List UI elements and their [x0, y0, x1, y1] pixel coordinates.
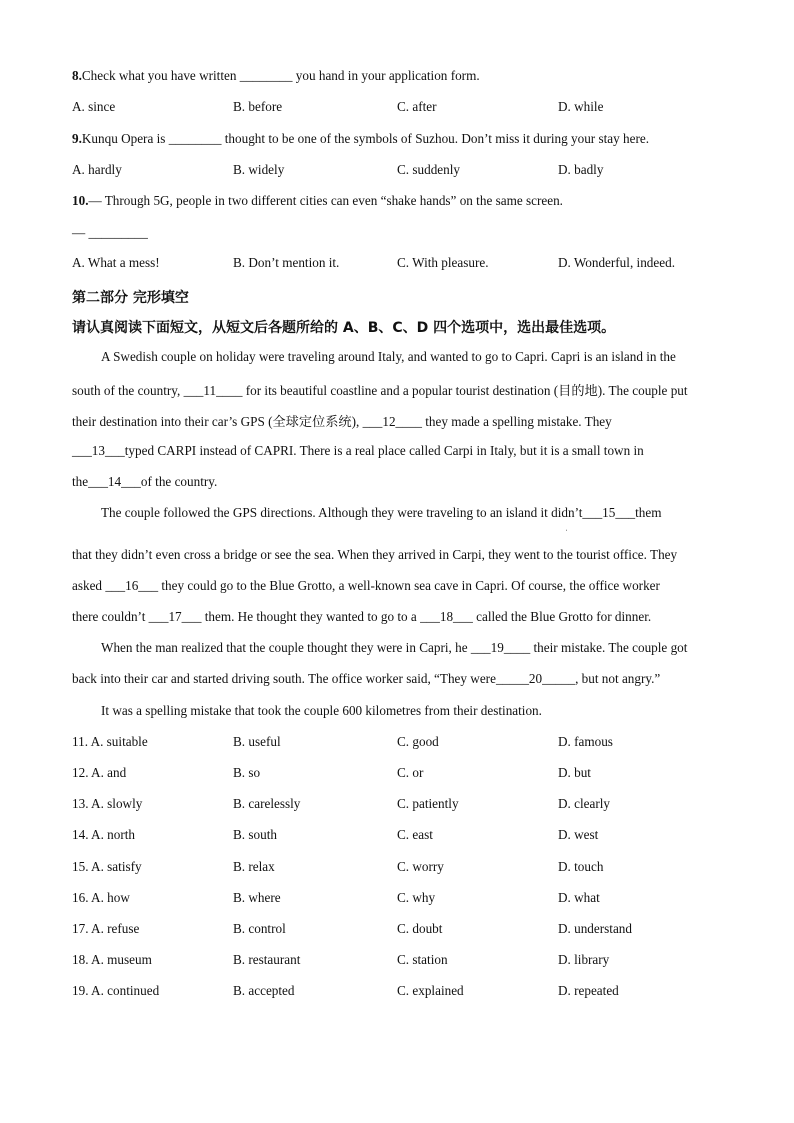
option-c[interactable]: C. station: [397, 952, 448, 967]
option-b[interactable]: B. accepted: [233, 983, 295, 998]
option-c[interactable]: C. patiently: [397, 796, 459, 811]
option-a[interactable]: 17. A. refuse: [72, 921, 140, 936]
option-d[interactable]: D. while: [558, 99, 604, 114]
option-b[interactable]: B. where: [233, 890, 281, 905]
option-a[interactable]: 19. A. continued: [72, 983, 160, 998]
passage-line: ___13___typed CARPI instead of CAPRI. There is a real place called Carpi in Italy, but it is a small town in: [72, 443, 644, 458]
cloze-blank-14: ___14___: [88, 474, 141, 489]
passage-line: south of the country, ___11____ for its beautiful coastline and a popular tourist destination (目的地). The couple put: [72, 383, 688, 398]
option-d[interactable]: D. but: [558, 765, 591, 780]
passage-line: that they didn’t even cross a bridge or see the sea. When they arrived in Carpi, they went to the tourist office. They: [72, 547, 678, 562]
option-b[interactable]: B. before: [233, 99, 283, 114]
option-a[interactable]: A. hardly: [72, 162, 122, 177]
question-number: 8.: [72, 68, 82, 83]
cloze-blank-18: ___18___: [420, 609, 473, 624]
option-c[interactable]: C. east: [397, 827, 433, 842]
option-c[interactable]: C. good: [397, 734, 439, 749]
option-d[interactable]: D. what: [558, 890, 600, 905]
option-c[interactable]: C. worry: [397, 859, 444, 874]
cloze-blank-15: ___15___: [582, 505, 636, 520]
option-c[interactable]: C. or: [397, 765, 424, 780]
option-a[interactable]: 13. A. slowly: [72, 796, 143, 811]
cloze-blank-11: ___11____: [183, 383, 243, 398]
option-b[interactable]: B. useful: [233, 734, 281, 749]
option-a[interactable]: 15. A. satisfy: [72, 859, 142, 874]
passage-line: their destination into their car’s GPS (全球定位系统), ___12____ they made a spelling mistake. They: [72, 414, 612, 429]
passage-line: A Swedish couple on holiday were traveling around Italy, and wanted to go to Capri. Capri is an island in the: [101, 349, 676, 364]
option-d[interactable]: D. understand: [558, 921, 632, 936]
question-10-reply: — _________: [72, 225, 148, 240]
option-d[interactable]: D. west: [558, 827, 599, 842]
option-a[interactable]: A. since: [72, 99, 116, 114]
cloze-blank-20: _____20_____: [495, 671, 576, 686]
cloze-blank-13: ___13___: [72, 443, 125, 458]
question-number: 10.: [72, 193, 89, 208]
question-9: 9.Kunqu Opera is ________ thought to be one of the symbols of Suzhou. Don’t miss it during your stay here.: [72, 131, 650, 146]
answer-blank: _________: [88, 225, 148, 240]
cloze-blank-19: ___19____: [470, 640, 531, 655]
option-c[interactable]: C. doubt: [397, 921, 443, 936]
option-a[interactable]: A. What a mess!: [72, 255, 160, 270]
option-b[interactable]: B. restaurant: [233, 952, 301, 967]
question-10: 10.— Through 5G, people in two different cities can even “shake hands” on the same screen.: [72, 193, 563, 208]
passage-line: there couldn’t ___17___ them. He thought they wanted to go to a ___18___ called the Blue Grotto for dinner.: [72, 609, 652, 624]
option-b[interactable]: B. control: [233, 921, 286, 936]
answer-blank: ________: [168, 131, 222, 146]
section-instruction: 请认真阅读下面短文，从短文后各题所给的 A、B、C、D 四个选项中，选出最佳选项。: [72, 320, 616, 336]
option-b[interactable]: B. widely: [233, 162, 285, 177]
cloze-blank-16: ___16___: [105, 578, 159, 593]
passage-line: back into their car and started driving south. The office worker said, “They were_____20_____, but not angry.”: [72, 671, 661, 686]
option-b[interactable]: B. carelessly: [233, 796, 301, 811]
option-d[interactable]: D. clearly: [558, 796, 610, 811]
option-b[interactable]: B. south: [233, 827, 277, 842]
option-c[interactable]: C. With pleasure.: [397, 255, 489, 270]
option-b[interactable]: B. so: [233, 765, 261, 780]
option-b[interactable]: B. relax: [233, 859, 275, 874]
option-a[interactable]: 12. A. and: [72, 765, 127, 780]
option-d[interactable]: D. touch: [558, 859, 604, 874]
option-d[interactable]: D. famous: [558, 734, 613, 749]
section-title: 第二部分 完形填空: [72, 290, 189, 306]
stray-mark: ˌ: [565, 522, 568, 531]
passage-line: It was a spelling mistake that took the couple 600 kilometres from their destination.: [101, 703, 542, 718]
option-c[interactable]: C. why: [397, 890, 436, 905]
cloze-blank-17: ___17___: [148, 609, 202, 624]
option-c[interactable]: C. suddenly: [397, 162, 461, 177]
option-c[interactable]: C. after: [397, 99, 437, 114]
question-8: 8.Check what you have written ________ you hand in your application form.: [72, 68, 480, 83]
option-b[interactable]: B. Don’t mention it.: [233, 255, 340, 270]
passage-line: When the man realized that the couple thought they were in Capri, he ___19____ their mistake. The couple got: [101, 640, 688, 655]
question-number: 9.: [72, 131, 82, 146]
answer-blank: ________: [239, 68, 293, 83]
option-c[interactable]: C. explained: [397, 983, 464, 998]
passage-line: asked ___16___ they could go to the Blue Grotto, a well-known sea cave in Capri. Of course, the office worker: [72, 578, 660, 593]
option-a[interactable]: 18. A. museum: [72, 952, 152, 967]
passage-line: The couple followed the GPS directions. Although they were traveling to an island it didn’t___15___them: [101, 505, 662, 520]
option-a[interactable]: 14. A. north: [72, 827, 136, 842]
option-a[interactable]: 11. A. suitable: [72, 734, 148, 749]
cloze-blank-12: ___12____: [362, 414, 422, 429]
option-d[interactable]: D. badly: [558, 162, 604, 177]
option-a[interactable]: 16. A. how: [72, 890, 130, 905]
option-d[interactable]: D. Wonderful, indeed.: [558, 255, 675, 270]
passage-line: the___14___of the country.: [72, 474, 218, 489]
option-d[interactable]: D. library: [558, 952, 610, 967]
option-d[interactable]: D. repeated: [558, 983, 619, 998]
